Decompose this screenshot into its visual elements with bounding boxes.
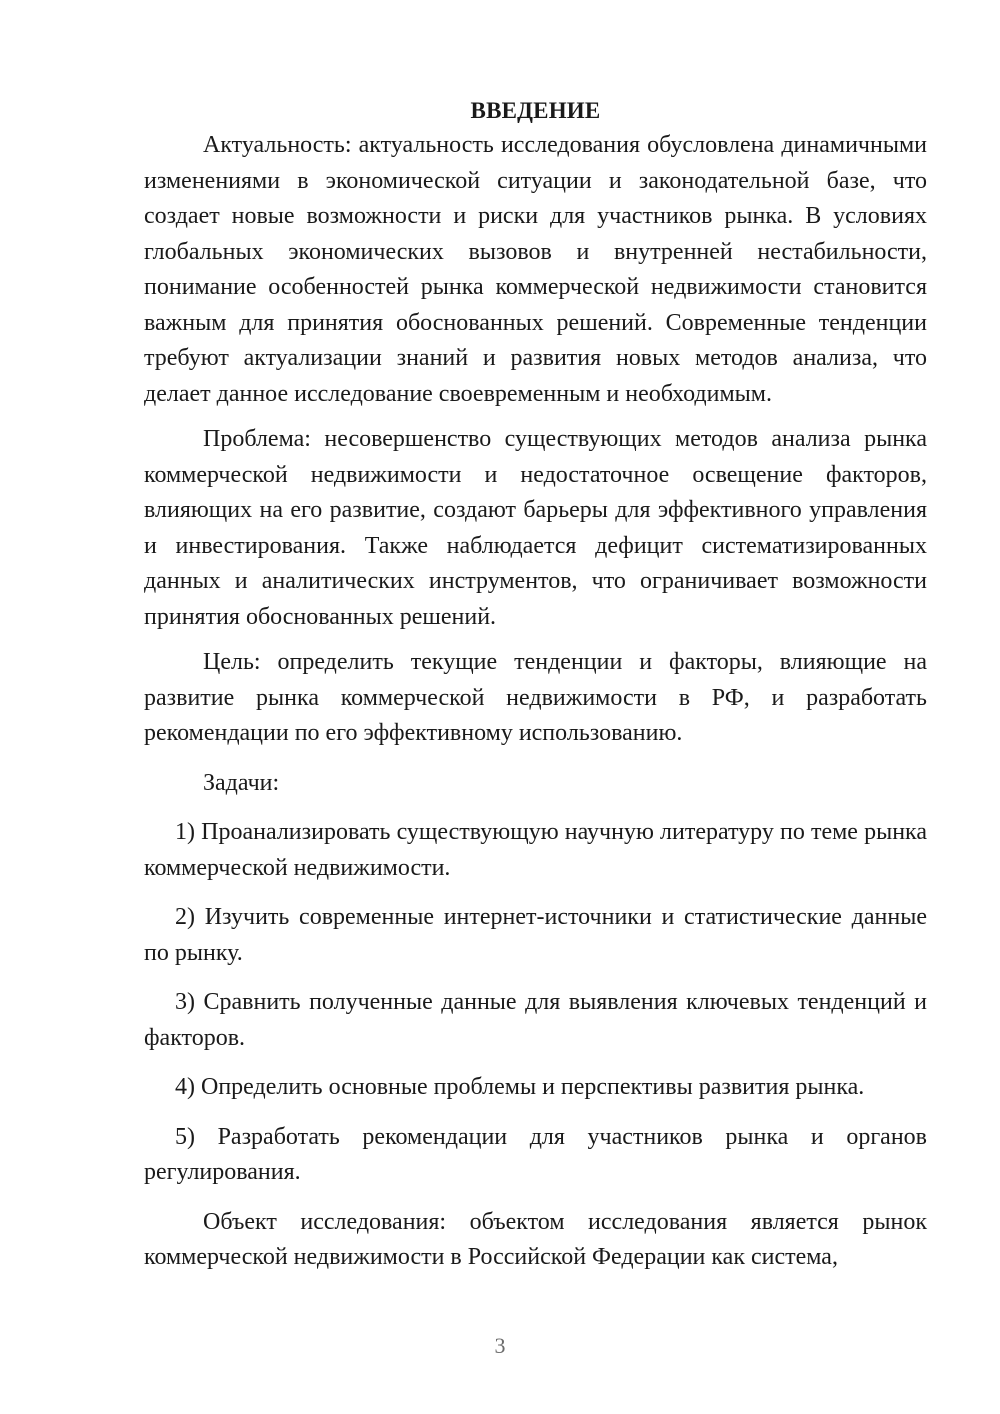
tasks-heading: Задачи: <box>203 769 280 796</box>
task-item-5: 5) Разработать рекомендации для участников рынка и органов регулирования. <box>144 1123 927 1185</box>
paragraph-goal: Цель: определить текущие тенденции и факторы, влияющие на развитие рынка коммерческой недвижимости в РФ, и разработать рекомендации по его эффективному использованию. <box>144 649 927 746</box>
page-content <box>144 93 927 1276</box>
page-number: 3 <box>494 1333 506 1358</box>
task-item-2: 2) Изучить современные интернет-источники и статистические данные по рынку. <box>144 904 927 966</box>
section-title: ВВЕДЕНИЕ <box>470 98 601 123</box>
paragraph-problem: Проблема: несовершенство существующих методов анализа рынка коммерческой недвижимости и недостаточное освещение факторов, влияющих на его развитие, создают барьеры для эффективного управления и инвестирования. Также наблюдается дефицит систематизированных данных и аналитических инструментов, что ограничивает возможности принятия обоснованных решений. <box>144 426 927 630</box>
task-item-4: 4) Определить основные проблемы и перспективы развития рынка. <box>175 1074 865 1100</box>
task-item-3: 3) Сравнить полученные данные для выявления ключевых тенденций и факторов. <box>144 989 927 1051</box>
paragraph-relevance: Актуальность: актуальность исследования обусловлена динамичными изменениями в экономической ситуации и законодательной базе, что создает новые возможности и риски для участников рынка. В условиях глобальных экономических вызовов и внутренней нестабильности, понимание особенностей рынка коммерческой недвижимости становится важным для принятия обоснованных решений. Современные тенденции требуют актуализации знаний и развития новых методов анализа, что делает данное исследование своевременным и необходимым. <box>144 132 927 407</box>
task-item-1: 1) Проанализировать существующую научную литературу по теме рынка коммерческой недвижимости. <box>144 819 927 881</box>
paragraph-object: Объект исследования: объектом исследования является рынок коммерческой недвижимости в Российской Федерации как система, <box>144 1208 927 1270</box>
